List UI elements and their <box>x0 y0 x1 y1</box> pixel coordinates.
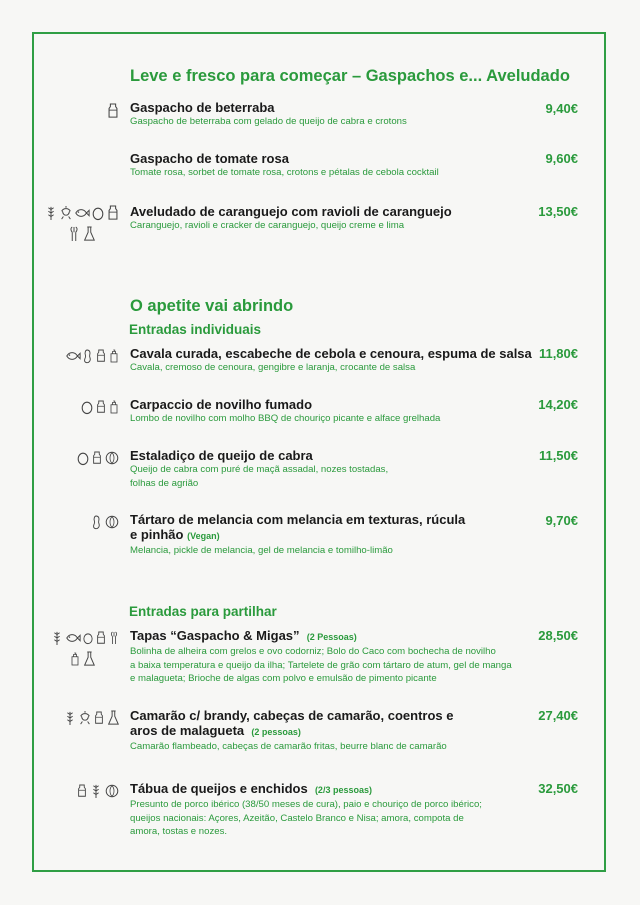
allergen-icons <box>91 512 120 532</box>
menu-item <box>130 628 570 686</box>
milk-bottle-icon <box>95 397 107 417</box>
menu-item <box>130 346 540 375</box>
item-price: 9,70€ <box>545 513 578 528</box>
item-description: Camarão flambeado, cabeças de camarão fritas, beurre blanc de camarão <box>130 741 447 752</box>
fish-icon <box>65 346 81 366</box>
subsection-title-sharing: Entradas para partilhar <box>129 604 277 619</box>
item-name: e pinhão <box>130 527 184 542</box>
wheat-icon <box>50 628 64 648</box>
wheat-icon <box>63 708 77 728</box>
item-name: Tártaro de melancia com melancia em texturas, rúcula <box>130 512 466 527</box>
egg-icon <box>82 628 94 648</box>
item-price: 13,50€ <box>538 204 578 219</box>
item-note: (Vegan) <box>187 531 220 541</box>
item-description: queijos nacionais: Açores, Azeitão, Castelo Branco e Nisa; amora, compota de <box>130 812 464 824</box>
crustacean-icon <box>78 708 92 728</box>
allergen-icons <box>69 649 96 669</box>
menu-item <box>130 708 530 754</box>
item-price: 27,40€ <box>538 708 578 723</box>
crustacean-icon <box>59 203 73 223</box>
milk-bottle-icon <box>106 101 120 121</box>
item-price: 14,20€ <box>538 397 578 412</box>
wheat-icon <box>89 781 103 801</box>
allergen-icons <box>50 628 120 648</box>
allergen-icons <box>76 781 120 801</box>
item-description: Gaspacho de beterraba com gelado de queijo de cabra e crotons <box>130 116 407 127</box>
item-price: 9,40€ <box>545 101 578 116</box>
allergen-icons <box>80 397 120 417</box>
item-price: 11,50€ <box>538 448 578 463</box>
item-name: aros de malagueta <box>130 723 245 738</box>
allergen-icons <box>65 346 120 366</box>
item-name: Aveludado de caranguejo com ravioli de caranguejo <box>130 204 452 219</box>
item-price: 9,60€ <box>545 151 578 166</box>
celery-icon <box>67 224 81 244</box>
allergen-icons <box>44 203 120 223</box>
item-description: Lombo de novilho com molho BBQ de chouriço picante e alface grelhada <box>130 413 441 424</box>
allergen-icons <box>67 224 96 244</box>
item-name: Cavala curada, escabeche de cebola e cenoura, espuma de salsa <box>130 346 532 361</box>
celery-icon <box>108 628 120 648</box>
menu-item <box>130 512 530 558</box>
milk-bottle-icon <box>93 708 105 728</box>
milk-bottle-icon <box>95 346 107 366</box>
menu-item <box>130 204 530 233</box>
allergen-icons <box>106 101 120 121</box>
fish-icon <box>65 628 81 648</box>
flask-icon <box>82 649 96 669</box>
menu-item <box>130 397 530 426</box>
mustard-icon <box>108 346 120 366</box>
item-price: 32,50€ <box>538 781 578 796</box>
section-title-starters: Leve e fresco para começar – Gaspachos e... Aveludado <box>130 67 570 85</box>
milk-bottle-icon <box>91 448 103 468</box>
item-description: a baixa temperatura e queijo da ilha; Tartelete de grão com tártaro de atum, gel de manga <box>130 659 512 671</box>
egg-icon <box>80 397 94 417</box>
item-name: Camarão c/ brandy, cabeças de camarão, coentros e <box>130 708 454 723</box>
item-description: Tomate rosa, sorbet de tomate rosa, crotons e pétalas de cebola cocktail <box>130 167 439 178</box>
item-name: Tapas “Gaspacho & Migas” <box>130 628 300 643</box>
egg-icon <box>76 448 90 468</box>
item-description: Melancia, pickle de melancia, gel de melancia e tomilho-limão <box>130 545 393 556</box>
item-note: (2 pessoas) <box>251 727 301 737</box>
egg-icon <box>91 203 105 223</box>
nut-icon <box>104 781 120 801</box>
flask-icon <box>106 708 120 728</box>
nut-icon <box>104 448 120 468</box>
section-title-appetizers: O apetite vai abrindo <box>130 297 294 315</box>
item-name: Estaladiço de queijo de cabra <box>130 448 313 463</box>
milk-bottle-icon <box>95 628 107 648</box>
item-note: (2/3 pessoas) <box>314 785 372 795</box>
menu-item <box>130 448 530 490</box>
wheat-icon <box>44 203 58 223</box>
item-description: e malagueta; Brioche de algas com polvo e emulsão de pimento picante <box>130 673 437 684</box>
item-name: Gaspacho de tomate rosa <box>130 151 289 166</box>
milk-bottle-icon <box>76 781 88 801</box>
peanut-icon <box>82 346 94 366</box>
item-note: (2 Pessoas) <box>306 632 357 642</box>
menu-item <box>130 151 530 180</box>
item-description: Cavala, cremoso de cenoura, gengibre e laranja, crocante de salsa <box>130 362 416 373</box>
item-name: Gaspacho de beterraba <box>130 100 275 115</box>
allergen-icons <box>76 448 120 468</box>
fish-icon <box>74 203 90 223</box>
menu-item <box>130 781 530 839</box>
nut-icon <box>104 512 120 532</box>
milk-bottle-icon <box>106 203 120 223</box>
menu-item <box>130 100 530 129</box>
item-price: 28,50€ <box>538 628 578 643</box>
item-description: Caranguejo, ravioli e cracker de caranguejo, queijo creme e lima <box>130 220 405 231</box>
mustard-icon <box>108 397 120 417</box>
peanut-icon <box>91 512 103 532</box>
item-description: amora, tostas e nozes. <box>130 826 228 837</box>
item-name: Carpaccio de novilho fumado <box>130 397 313 412</box>
item-name: Tábua de queijos e enchidos <box>130 781 308 796</box>
item-description: Queijo de cabra com puré de maçã assadal, nozes tostadas, <box>130 464 389 475</box>
item-description: Presunto de porco ibérico (38/50 meses de cura), paio e chouriço de porco ibérico; <box>130 799 482 810</box>
item-description: folhas de agrião <box>130 477 199 489</box>
item-price: 11,80€ <box>538 346 578 361</box>
subsection-title-individual: Entradas individuais <box>129 322 262 337</box>
item-description: Bolinha de alheira com grelos e ovo codorniz; Bolo do Caco com bochecha de novilho <box>130 646 496 657</box>
allergen-icons <box>63 708 120 728</box>
mustard-icon <box>69 649 81 669</box>
flask-icon <box>82 224 96 244</box>
